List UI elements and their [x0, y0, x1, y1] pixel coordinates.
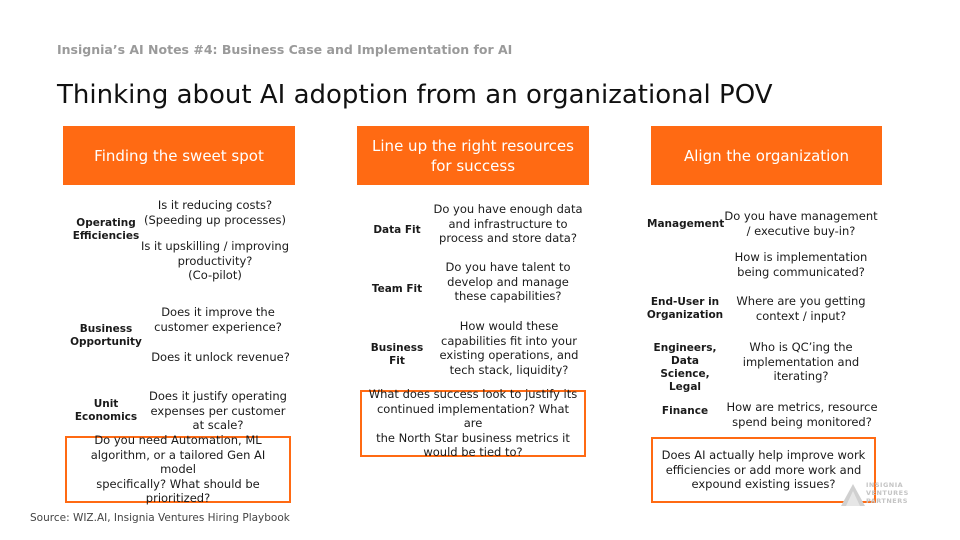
label-operating-efficiencies: Operating Efficiencies [72, 217, 140, 242]
mountain-logo-icon [840, 483, 866, 507]
insignia-logo [840, 481, 930, 511]
question-customer-experience: Does it improve the customer experience? [154, 305, 282, 334]
label-end-user: End-User in Organization [646, 296, 724, 321]
label-engineers: Engineers, Data Science, Legal [653, 342, 717, 393]
label-business-fit: Business Fit [370, 342, 424, 367]
callout-automation-ml: Do you need Automation, ML algorithm, or a tailored Gen AI model specifically? What should be prioritized? [65, 436, 291, 503]
question-context-input: Where are you getting context / input? [736, 294, 866, 323]
column-1-heading: Finding the sweet spot [63, 126, 295, 185]
callout-success-metrics: What does success look to justify its continued implementation? What are the North Star business metrics it would be tied to? [360, 390, 586, 457]
label-business-opportunity: Business Opportunity [70, 323, 142, 348]
label-management: Management [647, 218, 725, 230]
question-operating-expenses: Does it justify operating expenses per customer at scale? [149, 389, 287, 432]
question-reducing-costs: Is it reducing costs? (Speeding up processes) [144, 198, 286, 227]
column-2-heading: Line up the right resources for success [357, 126, 589, 185]
question-qc: Who is QC’ing the implementation and iterating? [742, 340, 860, 383]
label-team-fit: Team Fit [371, 283, 423, 295]
question-implementation-communicated: How is implementation being communicated? [734, 250, 868, 279]
question-enough-data: Do you have enough data and infrastructure to process and store data? [433, 202, 583, 245]
question-capabilities-fit: How would these capabilities fit into your existing operations, and tech stack, liquidity? [439, 319, 579, 377]
question-talent: Do you have talent to develop and manage these capabilities? [445, 260, 571, 303]
question-metrics-monitored: How are metrics, resource spend being monitored? [726, 400, 878, 429]
slide-title: Thinking about AI adoption from an organizational POV [57, 80, 773, 110]
question-upskilling: Is it upskilling / improving productivity? (Co-pilot) [141, 239, 289, 282]
source-note: Source: WIZ.AI, Insignia Ventures Hiring Playbook [30, 512, 290, 524]
label-finance: Finance [661, 405, 709, 417]
label-unit-economics: Unit Economics [74, 398, 138, 423]
question-unlock-revenue: Does it unlock revenue? [151, 350, 290, 364]
label-data-fit: Data Fit [373, 224, 421, 236]
callout-ai-efficiency: Does AI actually help improve work efficiencies or add more work and expound existing issues? [651, 437, 876, 503]
column-3-heading: Align the organization [651, 126, 882, 185]
logo-wordmark: INSIGNIA VENTURES PARTNERS [866, 481, 909, 505]
question-management-buy-in: Do you have management / executive buy-in? [724, 209, 878, 238]
deck-subtitle: Insignia’s AI Notes #4: Business Case and Implementation for AI [57, 42, 513, 57]
